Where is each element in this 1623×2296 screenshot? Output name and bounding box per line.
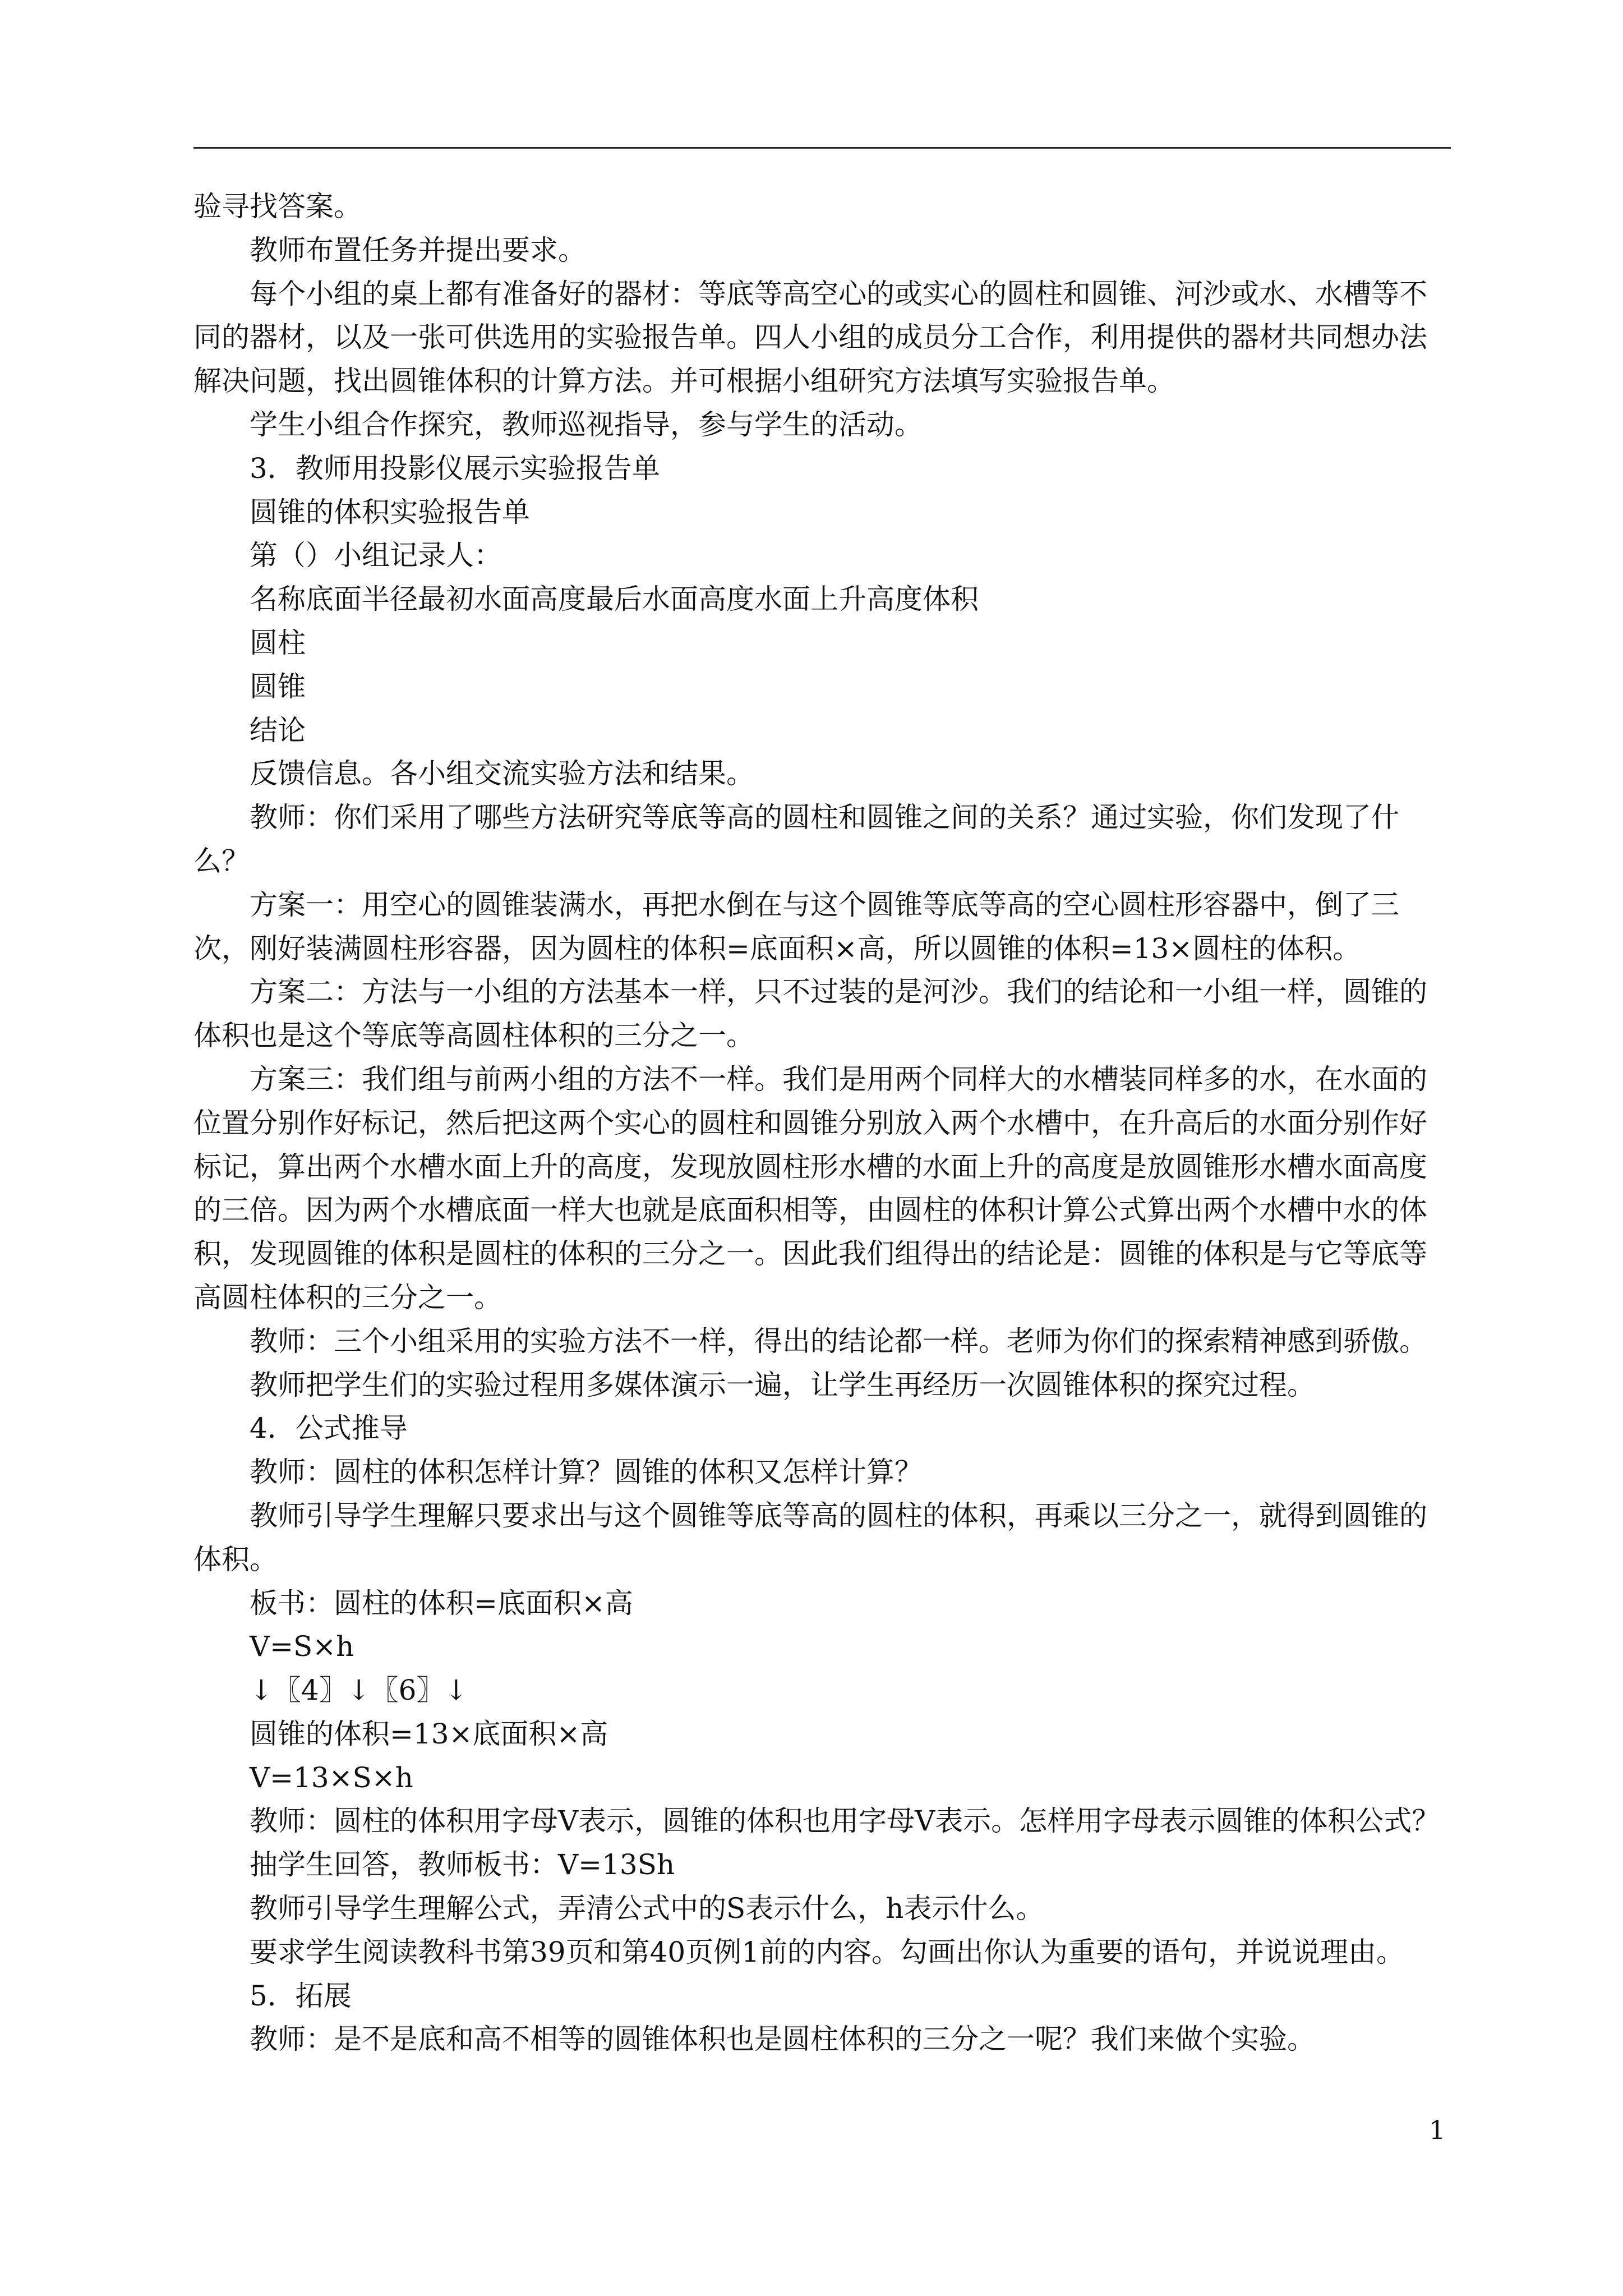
- paragraph: 方案一：用空心的圆锥装满水，再把水倒在与这个圆锥等底等高的空心圆柱形容器中，倒了三次，刚好装满圆柱形容器，因为圆柱的体积=底面积×高，所以圆锥的体积=13×圆柱的体积。: [193, 888, 1399, 965]
- report-row-conclusion: 结论: [250, 714, 306, 747]
- paragraph: 验寻找答案。: [193, 190, 362, 223]
- paragraph: 方案三：我们组与前两小组的方法不一样。我们是用两个同样大的水槽装同样多的水，在水面的位置分别作好标记，然后把这两个实心的圆柱和圆锥分别放入两个水槽中，在升高后的水面分别作好标记，算出两个水槽水面上升的高度，发现放圆柱形水槽的水面上升的高度是放圆锥形水槽水面高度的三倍。因为两个水槽底面一样大也就是底面积相等，由圆柱的体积计算公式算出两个水槽中水的体积，发现圆锥的体积是圆柱的体积的三分之一。因此我们组得出的结论是：圆锥的体积是与它等底等高圆柱体积的三分之一。: [193, 1062, 1427, 1314]
- body-text: [193, 185, 1451, 2062]
- paragraph: 抽学生回答，教师板书：V=13Sh: [250, 1848, 675, 1881]
- section-heading: 5．拓展: [250, 1979, 352, 2012]
- paragraph: 教师引导学生理解只要求出与这个圆锥等底等高的圆柱的体积，再乘以三分之一，就得到圆锥的体积。: [193, 1499, 1427, 1576]
- paragraph: 方案二：方法与一小组的方法基本一样，只不过装的是河沙。我们的结论和一小组一样，圆锥的体积也是这个等底等高圆柱体积的三分之一。: [193, 976, 1427, 1052]
- paragraph: 第（）小组记录人：: [250, 539, 502, 572]
- paragraph: 教师：你们采用了哪些方法研究等底等高的圆柱和圆锥之间的关系？通过实验，你们发现了什么？: [193, 801, 1399, 877]
- paragraph: 反馈信息。各小组交流实验方法和结果。: [250, 757, 754, 790]
- paragraph: 教师：是不是底和高不相等的圆锥体积也是圆柱体积的三分之一呢？我们来做个实验。: [250, 2023, 1315, 2056]
- board-formula: V=S×h: [250, 1630, 354, 1663]
- paragraph: 学生小组合作探究，教师巡视指导，参与学生的活动。: [250, 408, 923, 441]
- page-number: 1: [1429, 2115, 1446, 2145]
- paragraph: 教师：圆柱的体积用字母V表示，圆锥的体积也用字母V表示。怎样用字母表示圆锥的体积公式？: [250, 1805, 1440, 1838]
- paragraph: 教师：三个小组采用的实验方法不一样，得出的结论都一样。老师为你们的探索精神感到骄傲。: [250, 1324, 1427, 1358]
- paragraph: 教师布置任务并提出要求。: [250, 233, 586, 266]
- report-row-cone: 圆锥: [250, 670, 306, 703]
- section-heading: 3．教师用投影仪展示实验报告单: [250, 452, 660, 485]
- paragraph: 教师把学生们的实验过程用多媒体演示一遍，让学生再经历一次圆锥体积的探究过程。: [250, 1368, 1315, 1401]
- board-formula: V=13×S×h: [250, 1761, 413, 1794]
- section-heading: 4．公式推导: [250, 1412, 408, 1445]
- paragraph: 每个小组的桌上都有准备好的器材：等底等高空心的或实心的圆柱和圆锥、河沙或水、水槽等不同的器材，以及一张可供选用的实验报告单。四人小组的成员分工合作，利用提供的器材共同想办法解决问题，找出圆锥体积的计算方法。并可根据小组研究方法填写实验报告单。: [193, 277, 1427, 398]
- header-rule: [193, 147, 1451, 149]
- board-formula: 圆锥的体积=13×底面积×高: [250, 1717, 608, 1750]
- board-arrows: ↓〖4〗↓〖6〗↓: [250, 1674, 468, 1707]
- paragraph: 圆锥的体积实验报告单: [250, 495, 530, 528]
- report-table-header: 名称底面半径最初水面高度最后水面高度水面上升高度体积: [250, 583, 979, 616]
- report-row-cylinder: 圆柱: [250, 626, 306, 659]
- paragraph: 要求学生阅读教科书第39页和第40页例1前的内容。勾画出你认为重要的语句，并说说理由。: [250, 1935, 1405, 1968]
- board-formula: 板书：圆柱的体积=底面积×高: [250, 1586, 633, 1619]
- paragraph: 教师引导学生理解公式，弄清公式中的S表示什么，h表示什么。: [250, 1892, 1044, 1925]
- paragraph: 教师：圆柱的体积怎样计算？圆锥的体积又怎样计算？: [250, 1456, 923, 1489]
